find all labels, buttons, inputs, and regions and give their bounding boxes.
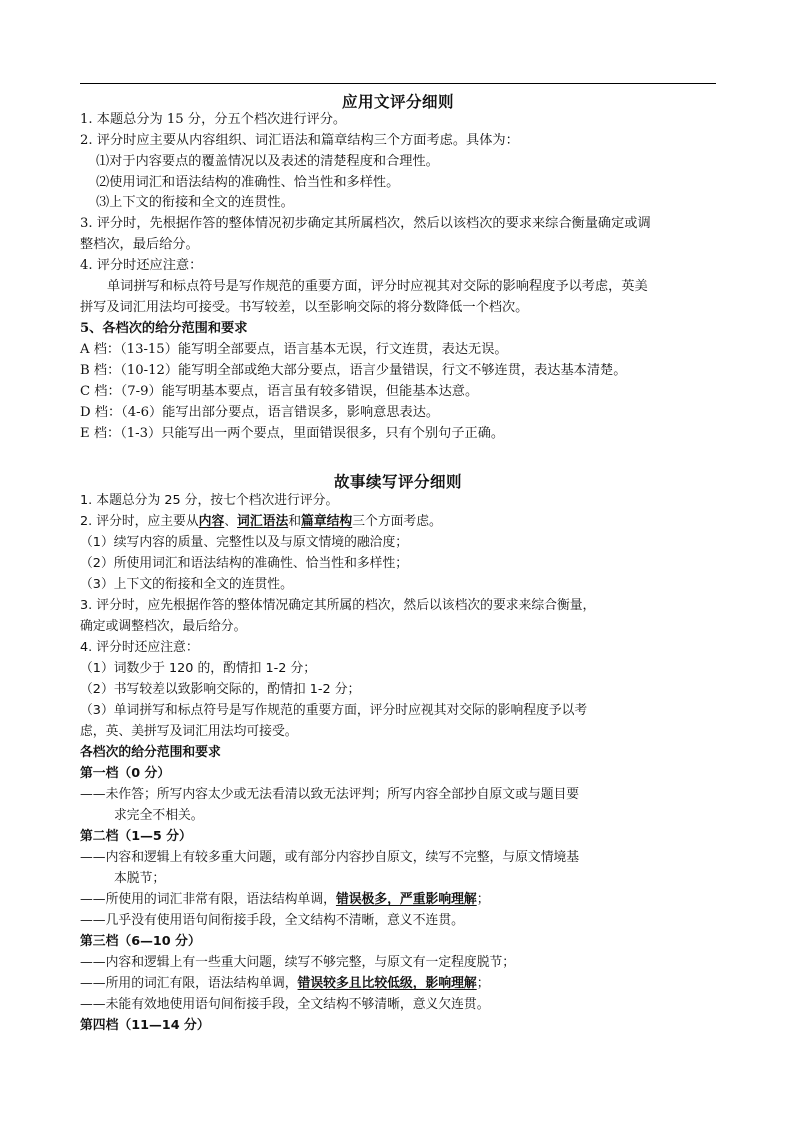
s2-line-1: 1. 本题总分为 25 分，按七个档次进行评分。 <box>80 493 339 508</box>
s1-grade-e: E 档：（1-3）只能写出一两个要点，里面错误很多，只有个别句子正确。 <box>80 426 505 441</box>
keyword-structure: 篇章结构 <box>301 514 353 529</box>
s2-line-2-sep: 、 <box>224 514 238 529</box>
grade2-line-c <box>80 892 490 908</box>
s2-line-5: （3）上下文的衔接和全文的连贯性。 <box>80 577 293 592</box>
s2-line-2-and: 和 <box>288 514 302 529</box>
grade2-line-b: 本脱节； <box>114 871 166 886</box>
s2-line-9: （1）词数少于 120 的，酌情扣 1-2 分； <box>80 661 317 676</box>
grade1-line-b: 求完全不相关。 <box>114 808 204 823</box>
s2-line-2-pre: 2. 评分时，应主要从 <box>80 514 199 529</box>
s1-grade-d: D 档：（4-6）能写出部分要点，语言错误多，影响意思表达。 <box>80 405 440 420</box>
grade2-line-c-pre: ——所使用的词汇非常有限，语法结构单调， <box>80 892 336 907</box>
section2-title: 故事续写评分细则 <box>333 472 462 491</box>
s2-line-11: （3）单词拼写和标点符号是写作规范的重要方面，评分时应视其对交际的影响程度予以考 <box>80 703 588 718</box>
grade2-line-c-post: ； <box>476 892 490 907</box>
grade2-emphasis: 错误极多，严重影响理解 <box>335 892 477 907</box>
grade4-title: 第四档（11—14 分） <box>80 1018 210 1033</box>
grade2-line-a: ——内容和逻辑上有较多重大问题，或有部分内容抄自原文，续写不完整，与原文情境基 <box>80 850 580 865</box>
s2-line-2 <box>80 514 442 530</box>
s1-line-3: ⑴对于内容要点的覆盖情况以及表述的清楚程度和合理性。 <box>96 154 439 169</box>
s2-line-2-post: 三个方面考虑。 <box>352 514 442 529</box>
s2-line-12: 虑，英、美拼写及词汇用法均可接受。 <box>80 724 298 739</box>
grade2-line-d: ——几乎没有使用语句间衔接手段，全文结构不清晰，意义不连贯。 <box>80 913 464 928</box>
s2-line-10: （2）书写较差以致影响交际的，酌情扣 1-2 分； <box>80 682 361 697</box>
s1-line-5: ⑶上下文的衔接和全文的连贯性。 <box>96 195 294 210</box>
grade3-emphasis: 错误较多且比较低级，影响理解 <box>297 976 477 991</box>
header-rule <box>80 83 716 84</box>
s1-line-4: ⑵使用词汇和语法结构的准确性、恰当性和多样性。 <box>96 175 400 190</box>
s1-line-9: 单词拼写和标点符号是写作规范的重要方面，评分时应视其对交际的影响程度予以考虑，英美 <box>107 279 648 294</box>
s1-line-10: 拼写及词汇用法均可接受。书写较差，以至影响交际的将分数降低一个档次。 <box>80 300 529 315</box>
keyword-content: 内容 <box>198 514 225 529</box>
s1-grade-c: C 档：（7-9）能写明基本要点，语言虽有较多错误，但能基本达意。 <box>80 384 479 399</box>
s1-line-6: 3. 评分时，先根据作答的整体情况初步确定其所属档次，然后以该档次的要求来综合衡量确定或调 <box>80 216 651 231</box>
s2-line-8: 4. 评分时还应注意： <box>80 640 199 655</box>
s2-line-6: 3. 评分时，应先根据作答的整体情况确定其所属的档次，然后以该档次的要求来综合衡量， <box>80 598 596 613</box>
s2-line-4: （2）所使用词汇和语法结构的准确性、恰当性和多样性； <box>80 556 409 571</box>
grade3-line-b-pre: ——所用的词汇有限，语法结构单调， <box>80 976 298 991</box>
grade3-line-c: ——未能有效地使用语句间衔接手段，全文结构不够清晰，意义欠连贯。 <box>80 997 490 1012</box>
s2-heading-grades: 各档次的给分范围和要求 <box>80 745 221 760</box>
grade1-title: 第一档（0 分） <box>80 766 171 781</box>
section1-title: 应用文评分细则 <box>341 92 454 111</box>
grade3-title: 第三档（6—10 分） <box>80 934 201 949</box>
grade1-line-a: ——未作答；所写内容太少或无法看清以致无法评判；所写内容全部抄自原文或与题目要 <box>80 787 580 802</box>
s1-grade-b: B 档：（10-12）能写明全部或绝大部分要点，语言少量错误，行文不够连贯，表达基本清楚。 <box>80 363 627 378</box>
s2-line-7: 确定或调整档次，最后给分。 <box>80 619 247 634</box>
grade3-line-b <box>80 976 490 992</box>
grade3-line-a: ——内容和逻辑上有一些重大问题，续写不够完整，与原文有一定程度脱节； <box>80 955 516 970</box>
grade2-title: 第二档（1—5 分） <box>80 829 192 844</box>
s1-line-2: 2. 评分时应主要从内容组织、词汇语法和篇章结构三个方面考虑。具体为： <box>80 133 519 148</box>
s1-line-1: 1. 本题总分为 15 分，分五个档次进行评分。 <box>80 112 347 127</box>
s1-line-8: 4. 评分时还应注意： <box>80 258 203 273</box>
keyword-vocab-grammar: 词汇语法 <box>237 514 289 529</box>
grade3-line-b-post: ； <box>476 976 490 991</box>
s1-heading-grades: 5、各档次的给分范围和要求 <box>80 321 248 336</box>
s2-line-3: （1）续写内容的质量、完整性以及与原文情境的融洽度； <box>80 535 409 550</box>
s1-line-7: 整档次，最后给分。 <box>80 237 199 252</box>
s1-grade-a: A 档：（13-15）能写明全部要点，语言基本无误，行文连贯，表达无误。 <box>80 342 508 357</box>
